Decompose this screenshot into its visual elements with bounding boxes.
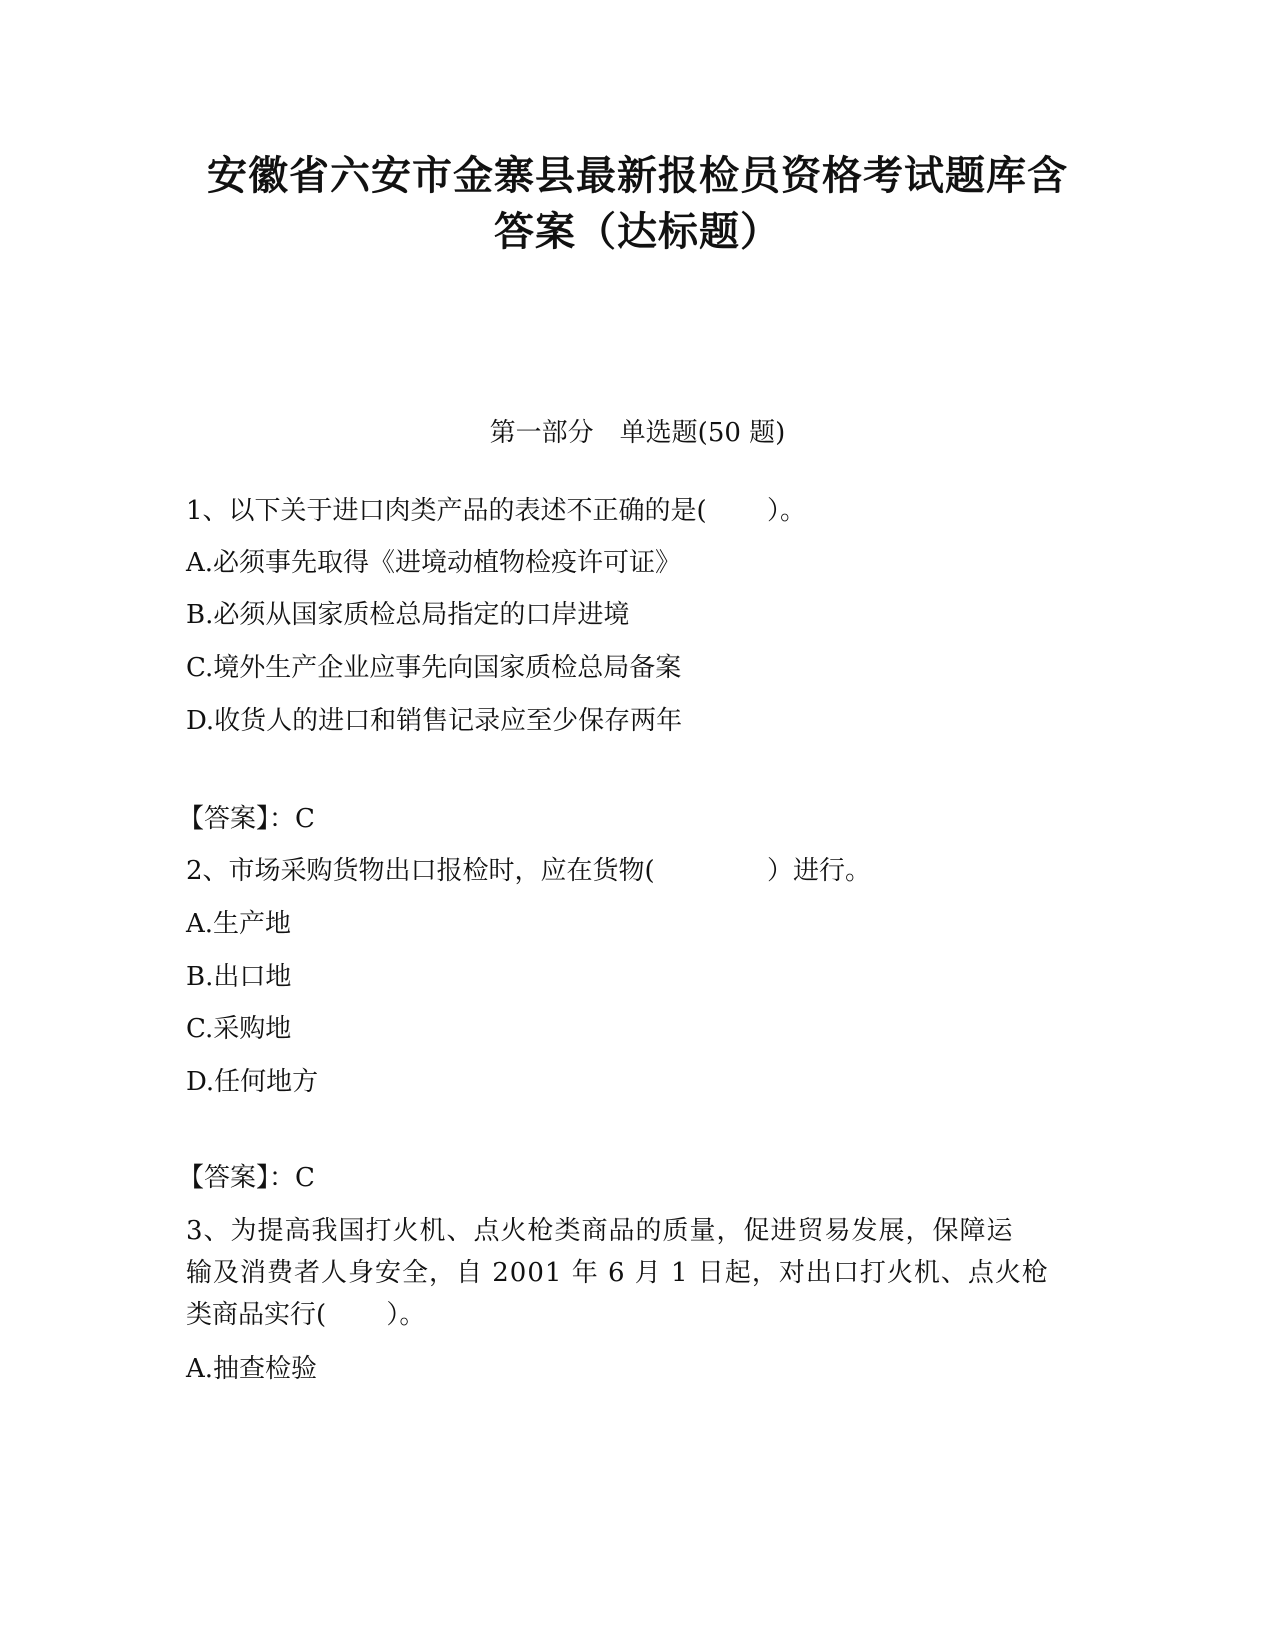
question-2-option-d: D.任何地方	[186, 1067, 319, 1097]
question-1-answer: 【答案】：C	[178, 804, 315, 834]
question-3-stem-line-2: 输及消费者人身安全，自 2001 年 6 月 1 日起，对出口打火机、点火枪	[186, 1258, 1049, 1288]
question-2-stem: 2、市场采购货物出口报检时，应在货物( ）进行。	[186, 856, 871, 886]
question-1-stem: 1、以下关于进口肉类产品的表述不正确的是( ）。	[186, 496, 806, 526]
question-3-option-a: A.抽查检验	[186, 1354, 318, 1384]
question-3-stem-line-3: 类商品实行( ）。	[186, 1300, 426, 1330]
question-2-option-a: A.生产地	[186, 909, 292, 939]
title-line-1: 安徽省六安市金寨县最新报检员资格考试题库含	[207, 153, 1068, 199]
question-1-option-c: C.境外生产企业应事先向国家质检总局备案	[186, 653, 682, 683]
question-2-option-c: C.采购地	[186, 1014, 292, 1044]
document-title	[150, 148, 1125, 260]
title-line-2: 答案（达标题）	[494, 209, 781, 255]
question-2-option-b: B.出口地	[186, 962, 292, 992]
question-2-answer: 【答案】：C	[178, 1163, 315, 1193]
question-1-option-d: D.收货人的进口和销售记录应至少保存两年	[186, 706, 683, 736]
section-heading: 第一部分 单选题(50 题)	[489, 418, 786, 448]
question-3-stem-line-1: 3、为提高我国打火机、点火枪类商品的质量，促进贸易发展，保障运	[186, 1216, 1014, 1246]
question-1-option-a: A.必须事先取得《进境动植物检疫许可证》	[186, 548, 682, 578]
question-1-option-b: B.必须从国家质检总局指定的口岸进境	[186, 600, 630, 630]
